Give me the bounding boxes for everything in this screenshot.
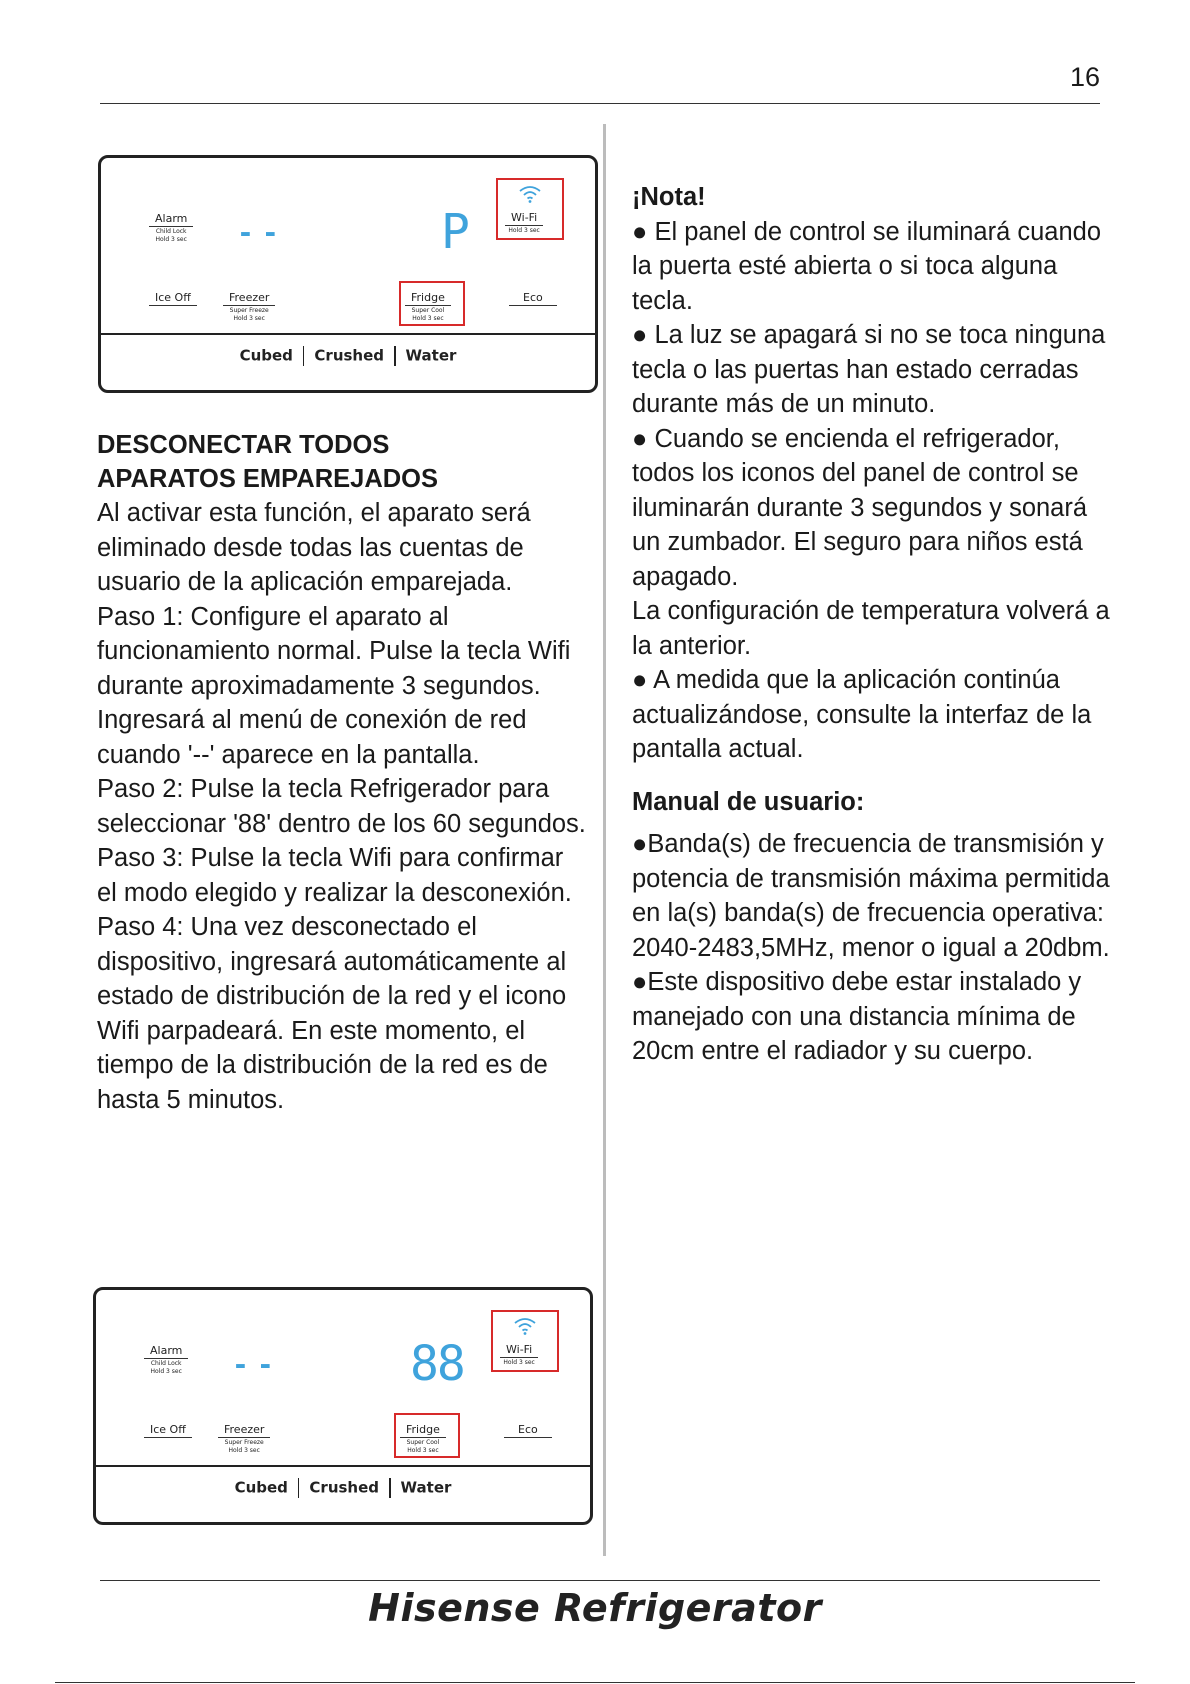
note-title: ¡Nota!: [632, 183, 706, 211]
display-digits: 88: [410, 1336, 464, 1392]
paragraph-intro: Al activar esta función, el aparato será eliminado desde todas las cuentas de usuario de la aplicación emparejada.: [97, 499, 531, 596]
paragraph-step-4: Paso 4: Una vez desconectado el dispositivo, ingresará automáticamente al estado de distribución de la red y el icono Wifi parpadeará. En este momento, el tiempo de la distribución de la red es de hasta 5 minutos.: [97, 913, 567, 1114]
fridge-label: Fridge Super Cool Hold 3 sec: [400, 1423, 446, 1454]
mode-cubed: Cubed: [234, 1478, 288, 1497]
mode-water: Water: [405, 346, 457, 365]
paragraph-step-3: Paso 3: Pulse la tecla Wifi para confirmar el modo elegido y realizar la desconexión.: [97, 844, 572, 907]
ice-off-label: Ice Off: [144, 1423, 192, 1438]
freezer-label: Freezer Super Freeze Hold 3 sec: [223, 291, 275, 322]
eco-label: Eco: [509, 291, 557, 306]
ice-off-label: Ice Off: [149, 291, 197, 306]
top-divider: [100, 103, 1100, 104]
wifi-icon: [513, 1316, 537, 1336]
display-dashes: --: [237, 216, 287, 249]
panel-divider: [96, 1465, 590, 1467]
paragraph-step-2: Paso 2: Pulse la tecla Refrigerador para seleccionar '88' dentro de los 60 segundos.: [97, 775, 586, 838]
fridge-label: Fridge Super Cool Hold 3 sec: [405, 291, 451, 322]
bottom-divider: [100, 1580, 1100, 1581]
eco-label: Eco: [504, 1423, 552, 1438]
manual-item: ●Banda(s) de frecuencia de transmisión y potencia de transmisión máxima permitida en la(s) banda(s) de frecuencia operativa: 2040-2483,5MHz, menor o igual a 20dbm.: [632, 830, 1110, 962]
mode-cubed: Cubed: [239, 346, 293, 365]
panel-divider: [101, 333, 595, 335]
freezer-label: Freezer Super Freeze Hold 3 sec: [218, 1423, 270, 1454]
wifi-label: Wi-Fi Hold 3 sec: [505, 211, 543, 234]
mode-water: Water: [400, 1478, 452, 1497]
page-number: 16: [1069, 62, 1100, 92]
footer-brand: Hisense Refrigerator: [368, 1586, 822, 1630]
paragraph-step-1: Paso 1: Configure el aparato al funcionamiento normal. Pulse la tecla Wifi durante aproximadamente 3 segundos. Ingresará al menú de conexión de red cuando '--' aparece en la pantalla.: [97, 602, 571, 769]
note-item: ● A medida que la aplicación continúa actualizándose, consulte la interfaz de la pantalla actual.: [632, 666, 1092, 763]
control-panel-figure-1: [98, 155, 598, 393]
left-body: [97, 496, 587, 1117]
right-column: [632, 180, 1112, 1069]
control-panel-figure-2: [93, 1287, 593, 1525]
footer-divider: [55, 1682, 1135, 1683]
mode-crushed: Crushed: [314, 346, 385, 365]
display-dashes: --: [232, 1348, 282, 1381]
wifi-icon: [518, 184, 542, 204]
dispenser-modes: [96, 1478, 590, 1498]
alarm-label: Alarm Child Lock Hold 3 sec: [149, 212, 193, 243]
dispenser-modes: [101, 346, 595, 366]
note-item: ● Cuando se encienda el refrigerador, todos los iconos del panel de control se iluminarán durante 3 segundos y sonará un zumbador. El seguro para niños está apagado.: [632, 424, 1088, 591]
note-item: ● El panel de control se iluminará cuando la puerta esté abierta o si toca alguna tecla.: [632, 217, 1102, 315]
column-divider: [603, 124, 606, 1556]
display-digit: P: [441, 204, 470, 260]
alarm-label: Alarm Child Lock Hold 3 sec: [144, 1344, 188, 1375]
manual-title: Manual de usuario:: [632, 787, 865, 816]
mode-crushed: Crushed: [309, 1478, 380, 1497]
section-heading: DESCONECTAR TODOS APARATOS EMPAREJADOS: [97, 431, 438, 493]
note-item: ● La luz se apagará si no se toca ninguna tecla o las puertas han estado cerradas durante más de un minuto.: [632, 321, 1106, 418]
manual-item: ●Este dispositivo debe estar instalado y manejado con una distancia mínima de 20cm entre el radiador y su cuerpo.: [632, 968, 1082, 1065]
note-item: La configuración de temperatura volverá a la anterior.: [632, 597, 1110, 660]
wifi-label: Wi-Fi Hold 3 sec: [500, 1343, 538, 1366]
